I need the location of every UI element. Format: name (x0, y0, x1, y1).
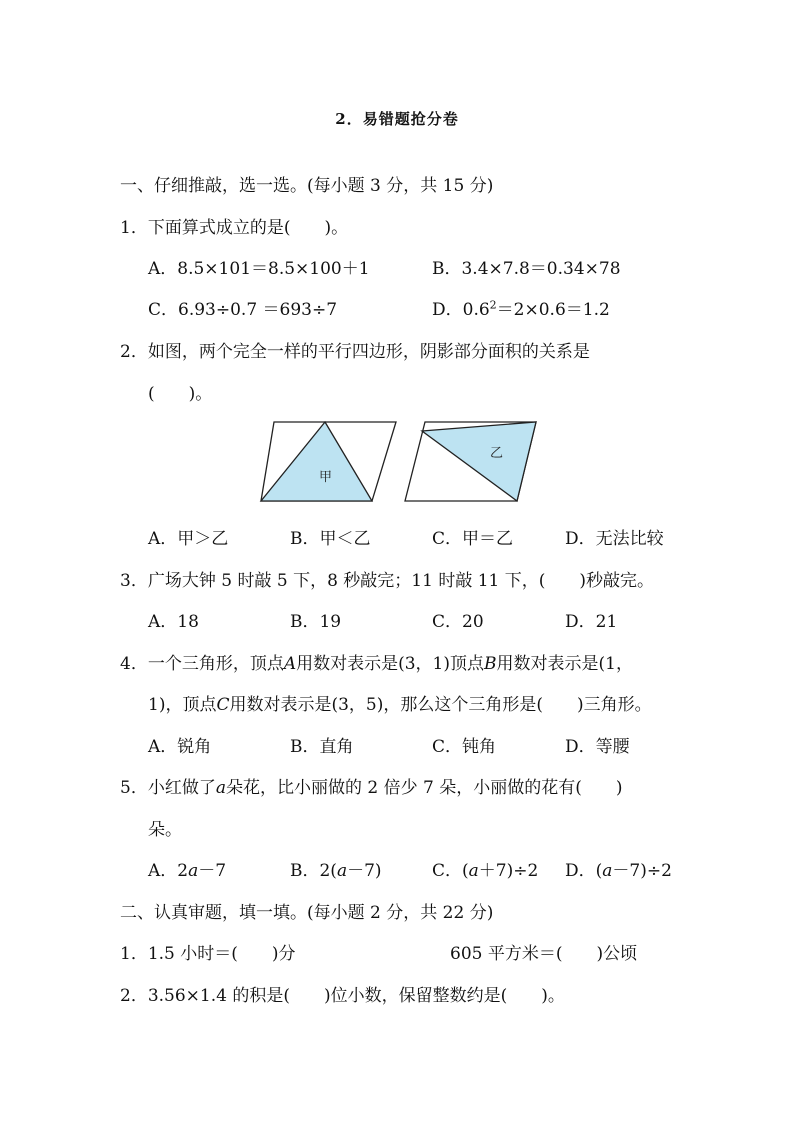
vertex-a: A (283, 654, 297, 674)
q3-stem: 3．广场大钟 5 时敲 5 下，8 秒敲完；11 时敲 11 下，( )秒敲完。 (120, 571, 655, 591)
q1-option-d-exponent: 2 (489, 298, 497, 312)
q3-option-a: A．18 (148, 612, 199, 632)
section2-heading: 二、认真审题，填一填。(每小题 2 分，共 22 分) (120, 903, 494, 923)
q1-option-d: D．$0.6^2=2\times 0.6=1.2$ (432, 298, 610, 320)
q4-option-c: C．钝角 (432, 737, 497, 757)
q5-option-c: C．(a＋7)÷2 (432, 861, 539, 881)
q5-option-b: B．2(a－7) (290, 861, 382, 881)
vertex-c: C (216, 695, 230, 715)
s2-q1-right: 605 平方米＝( )公顷 (450, 944, 638, 964)
q4-stem-line2: 1)，顶点C用数对表示是(3，5)，那么这个三角形是( )三角形。 (148, 695, 652, 715)
parallelogram-figures (258, 420, 540, 504)
vertex-b: B (484, 654, 497, 674)
shaded-triangle-jia (261, 422, 372, 501)
page-title: 2．易错题抢分卷 (335, 110, 459, 128)
q1-option-a: A．8.5×101＝8.5×100＋1 (148, 259, 370, 279)
q2-option-d: D．无法比较 (565, 529, 664, 549)
q4-option-d: D．等腰 (565, 737, 630, 757)
q2-option-b: B．甲＜乙 (290, 529, 371, 549)
q3-option-b: B．19 (290, 612, 342, 632)
q2-stem-line2: ( )。 (148, 384, 213, 404)
q1-stem: 1．下面算式成立的是( )。 (120, 218, 349, 238)
shaded-triangle-yi (422, 422, 536, 501)
q4-option-b: B．直角 (290, 737, 354, 757)
s2-q1-left: 1．1.5 小时＝( )分 (120, 944, 296, 964)
q5-stem-line1: 5．小红做了a朵花，比小丽做的 2 倍少 7 朵，小丽做的花有( ) (120, 778, 623, 798)
q1-option-b: B．3.4×7.8＝0.34×78 (432, 259, 621, 279)
q4-option-a: A．锐角 (148, 737, 212, 757)
q2-option-c: C．甲＝乙 (432, 529, 514, 549)
q1-option-c: C．6.93÷0.7 ＝693÷7 (148, 300, 338, 320)
q5-stem-line2: 朵。 (148, 820, 182, 840)
label-jia: 甲 (319, 470, 333, 485)
q5-option-d: D．(a－7)÷2 (565, 861, 672, 881)
q5-option-a: A．2a－7 (148, 861, 227, 881)
q3-option-c: C．20 (432, 612, 484, 632)
q3-option-d: D．21 (565, 612, 618, 632)
section1-heading: 一、仔细推敲，选一选。(每小题 3 分，共 15 分) (120, 176, 494, 196)
s2-q2: 2．3.56×1.4 的积是( )位小数，保留整数约是( )。 (120, 986, 565, 1006)
q2-option-a: A．甲＞乙 (148, 529, 229, 549)
q4-stem-line1: 4．一个三角形，顶点A用数对表示是(3，1)顶点B用数对表示是(1， (120, 654, 633, 674)
q2-stem-line1: 2．如图，两个完全一样的平行四边形，阴影部分面积的关系是 (120, 342, 590, 362)
label-yi: 乙 (490, 446, 504, 461)
